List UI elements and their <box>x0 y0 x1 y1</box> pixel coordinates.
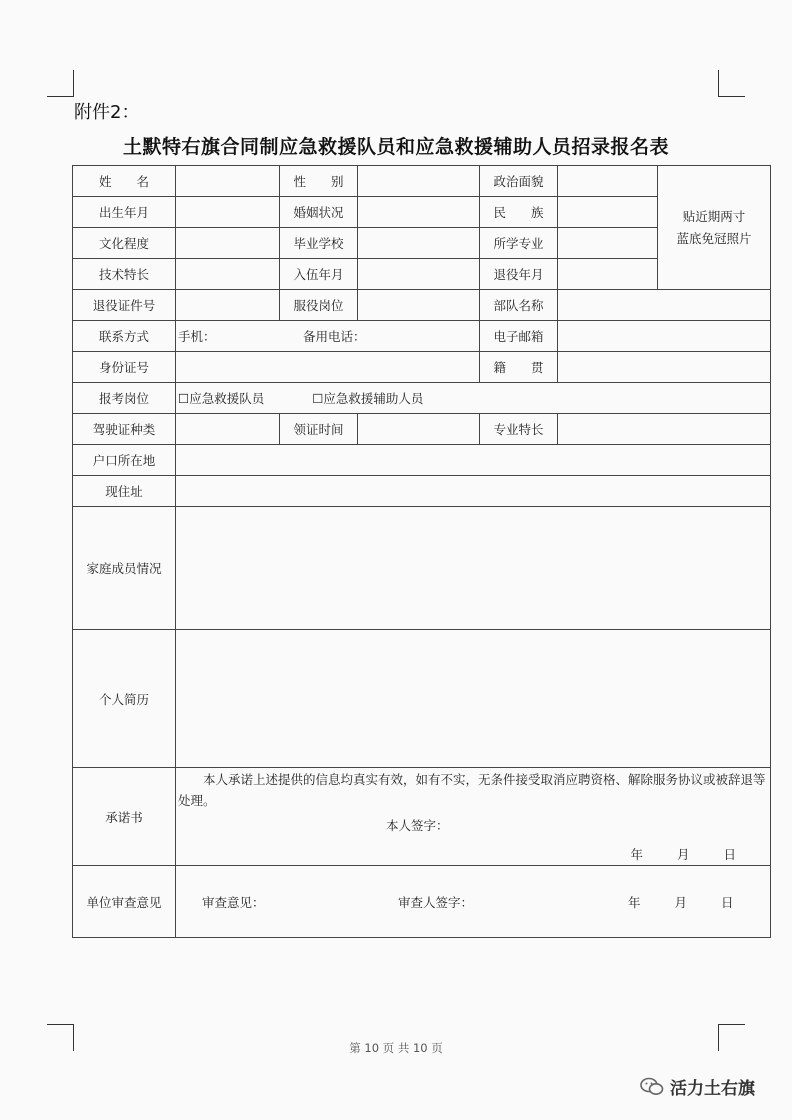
school-field[interactable] <box>358 228 480 259</box>
specialty-label: 专业特长 <box>480 414 558 445</box>
native-field[interactable] <box>558 352 771 383</box>
review-box <box>176 866 771 938</box>
photo-box <box>658 166 771 290</box>
contact-field[interactable] <box>176 321 480 352</box>
promise-text: 本人承诺上述提供的信息均真实有效，如有不实，无条件接受取消应聘资格、解除服务协议或被辞退等处理。 <box>178 771 766 808</box>
resume-field[interactable] <box>176 630 771 768</box>
id-field[interactable] <box>176 352 480 383</box>
address-field[interactable] <box>176 476 771 507</box>
page-footer: 第 10 页 共 10 页 <box>349 1041 443 1055</box>
troop-label: 部队名称 <box>480 290 558 321</box>
annex-label: 附件2： <box>74 102 140 123</box>
review-opinion-label: 审查意见： <box>202 894 265 910</box>
troop-field[interactable] <box>558 290 771 321</box>
political-label: 政治面貌 <box>480 166 558 197</box>
hukou-label: 户口所在地 <box>73 445 176 476</box>
review-date: 年 月 日 <box>628 894 734 910</box>
education-label: 文化程度 <box>73 228 176 259</box>
crop-mark-top-left <box>47 70 74 97</box>
wechat-icon <box>640 1077 664 1097</box>
contact-label: 联系方式 <box>73 321 176 352</box>
form-title: 土默特右旗合同制应急救援队员和应急救援辅助人员招录报名表 <box>122 136 669 158</box>
enlist-label: 入伍年月 <box>280 259 358 290</box>
name-label: 姓 名 <box>73 166 176 197</box>
promise-box <box>176 768 771 866</box>
birth-field[interactable] <box>176 197 280 228</box>
crop-mark-top-right <box>718 70 745 97</box>
photo-hint-line1: 贴近期两寸 <box>682 208 746 224</box>
enlist-field[interactable] <box>358 259 480 290</box>
option-rescue-assistant-checkbox[interactable]: ☐应急救援辅助人员 <box>312 391 424 406</box>
address-label: 现住址 <box>73 476 176 507</box>
native-label: 籍 贯 <box>480 352 558 383</box>
watermark-text: 活力土右旗 <box>670 1079 755 1099</box>
option-rescue-member-checkbox[interactable]: ☐应急救援队员 <box>178 391 265 406</box>
resume-label: 个人简历 <box>73 630 176 768</box>
ethnic-label: 民 族 <box>480 197 558 228</box>
email-field[interactable] <box>558 321 771 352</box>
registration-form-table <box>72 165 771 938</box>
retire-cert-label: 退役证件号 <box>73 290 176 321</box>
family-field[interactable] <box>176 507 771 630</box>
photo-hint-line2: 蓝底免冠照片 <box>676 230 752 246</box>
specialty-field[interactable] <box>558 414 771 445</box>
license-time-label: 领证时间 <box>280 414 358 445</box>
license-label: 驾驶证种类 <box>73 414 176 445</box>
ethnic-field[interactable] <box>558 197 658 228</box>
mobile-label: 手机： <box>178 329 216 344</box>
retire-cert-field[interactable] <box>176 290 280 321</box>
skill-label: 技术特长 <box>73 259 176 290</box>
promise-signature-label: 本人签字： <box>386 817 449 833</box>
promise-label: 承诺书 <box>73 768 176 866</box>
political-field[interactable] <box>558 166 658 197</box>
hukou-field[interactable] <box>176 445 771 476</box>
retire-field[interactable] <box>558 259 658 290</box>
post-label: 服役岗位 <box>280 290 358 321</box>
major-field[interactable] <box>558 228 658 259</box>
school-label: 毕业学校 <box>280 228 358 259</box>
skill-field[interactable] <box>176 259 280 290</box>
license-field[interactable] <box>176 414 280 445</box>
id-label: 身份证号 <box>73 352 176 383</box>
apply-post-label: 报考岗位 <box>73 383 176 414</box>
gender-label: 性 别 <box>280 166 358 197</box>
reviewer-signature-label: 审查人签字： <box>398 894 474 910</box>
birth-label: 出生年月 <box>73 197 176 228</box>
marital-field[interactable] <box>358 197 480 228</box>
license-time-field[interactable] <box>358 414 480 445</box>
marital-label: 婚姻状况 <box>280 197 358 228</box>
family-label: 家庭成员情况 <box>73 507 176 630</box>
name-field[interactable] <box>176 166 280 197</box>
gender-field[interactable] <box>358 166 480 197</box>
retire-label: 退役年月 <box>480 259 558 290</box>
backup-phone-label: 备用电话： <box>303 329 366 344</box>
post-field[interactable] <box>358 290 480 321</box>
major-label: 所学专业 <box>480 228 558 259</box>
apply-post-options <box>176 383 771 414</box>
education-field[interactable] <box>176 228 280 259</box>
review-label: 单位审查意见 <box>73 866 176 938</box>
promise-date: 年 月 日 <box>630 846 736 862</box>
email-label: 电子邮箱 <box>480 321 558 352</box>
wechat-watermark <box>640 1074 755 1099</box>
